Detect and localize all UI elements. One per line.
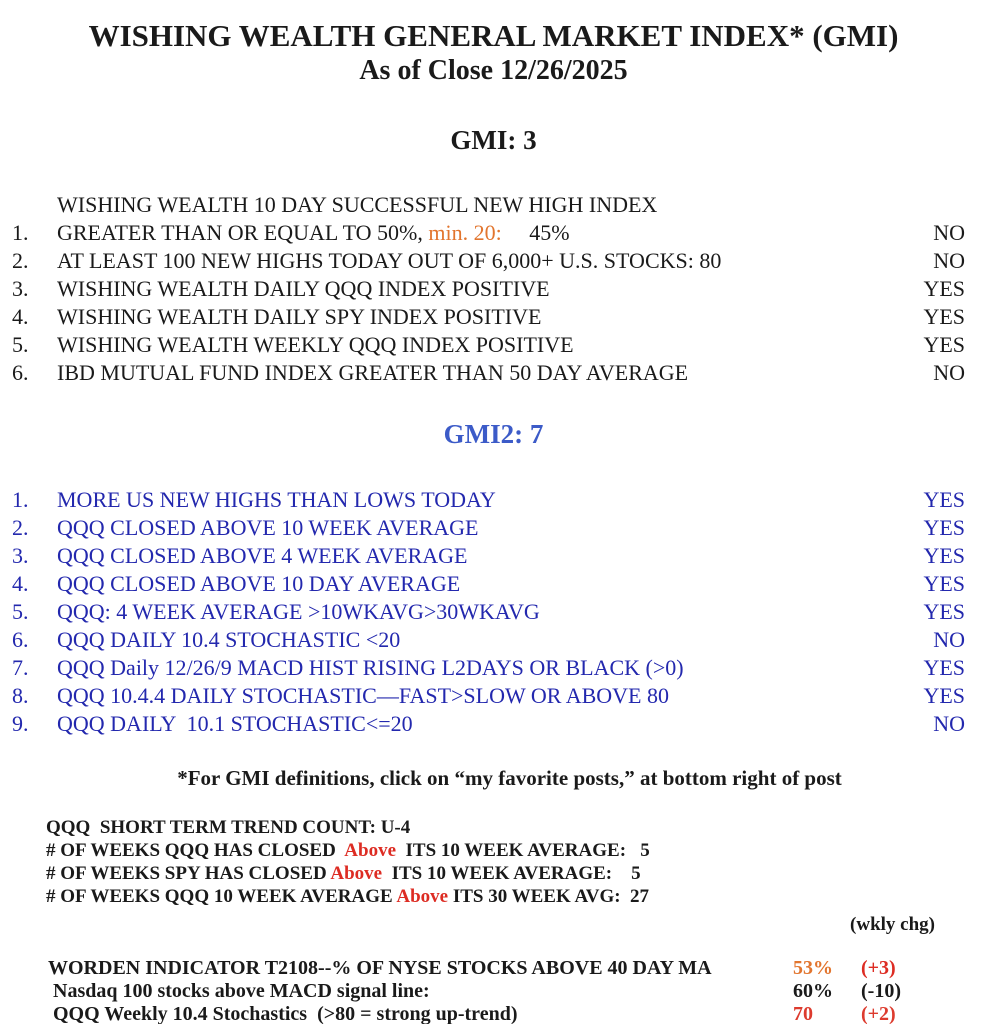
item-text: MORE US NEW HIGHS THAN LOWS TODAY	[57, 487, 496, 512]
item-answer: YES	[923, 571, 965, 596]
gmi-score-heading: GMI: 3	[450, 125, 537, 155]
gmi2-item-8	[12, 682, 965, 710]
item-answer: NO	[933, 627, 965, 652]
item-text: QQQ Daily 12/26/9 MACD HIST RISING L2DAYS OR BLACK (>0)	[57, 655, 684, 680]
indicator-value: 60%	[793, 980, 833, 1002]
item-number: 2.	[12, 248, 29, 273]
item-answer: YES	[923, 332, 965, 357]
item-number: 6.	[12, 627, 29, 652]
item-number: 8.	[12, 683, 29, 708]
item-answer: YES	[923, 515, 965, 540]
gmi2-item-6	[12, 626, 965, 654]
gmi2-item-7	[12, 654, 965, 682]
weeks-qqq-above-10wk	[46, 839, 987, 862]
trend-text-post: ITS 10 WEEK AVERAGE: 5	[382, 863, 641, 884]
gmi2-score-heading: GMI2: 7	[443, 419, 544, 449]
gmi1-item-6	[12, 359, 965, 387]
gmi1-list	[0, 191, 987, 387]
item-answer: YES	[923, 487, 965, 512]
trend-text-pre: # OF WEEKS SPY HAS CLOSED	[46, 863, 331, 884]
item-current-value: 45%	[501, 220, 570, 245]
item-text: QQQ DAILY 10.1 STOCHASTIC<=20	[57, 711, 413, 736]
indicator-label: QQQ Weekly 10.4 Stochastics (>80 = strong up-trend)	[48, 1003, 518, 1024]
item-number: 4.	[12, 571, 29, 596]
indicator-label: Nasdaq 100 stocks above MACD signal line:	[48, 980, 430, 1002]
qqq-weekly-stochastics-row	[48, 1003, 925, 1024]
item-answer: YES	[923, 655, 965, 680]
item-min-threshold: min. 20:	[428, 220, 502, 245]
gmi2-item-1	[12, 486, 965, 514]
trend-above-highlight: Above	[396, 886, 449, 907]
indicator-weekly-change: (+3)	[861, 957, 896, 979]
item-number: 9.	[12, 711, 29, 736]
item-text: WISHING WEALTH WEEKLY QQQ INDEX POSITIVE	[57, 332, 574, 357]
item-text: QQQ DAILY 10.4 STOCHASTIC <20	[57, 627, 401, 652]
item-answer: YES	[923, 276, 965, 301]
weeks-qqq10wk-above-30wk	[46, 885, 987, 908]
indicator-weekly-change: (+2)	[861, 1003, 896, 1024]
indicator-value: 53%	[793, 957, 833, 979]
item-number: 7.	[12, 655, 29, 680]
item-number: 1.	[12, 487, 29, 512]
gmi1-item-5	[12, 331, 965, 359]
gmi2-item-4	[12, 570, 965, 598]
item-answer: NO	[933, 220, 965, 245]
gmi1-item-3	[12, 275, 965, 303]
item-text-line1: WISHING WEALTH 10 DAY SUCCESSFUL NEW HIGH INDEX	[57, 192, 658, 217]
gmi1-item-1	[12, 191, 965, 247]
gmi2-item-5	[12, 598, 965, 626]
gmi2-item-9	[12, 710, 965, 738]
indicator-value: 70	[793, 1003, 813, 1024]
gmi1-item-2	[12, 247, 965, 275]
indicator-weekly-change: (-10)	[861, 980, 901, 1002]
item-answer: YES	[923, 543, 965, 568]
trend-text-pre: # OF WEEKS QQQ 10 WEEK AVERAGE	[46, 886, 397, 907]
weeks-spy-above-10wk	[46, 862, 987, 885]
page-subtitle: As of Close 12/26/2025	[359, 55, 628, 86]
page-title: WISHING WEALTH GENERAL MARKET INDEX* (GMI)	[88, 18, 899, 53]
item-text: QQQ 10.4.4 DAILY STOCHASTIC—FAST>SLOW OR ABOVE 80	[57, 683, 669, 708]
item-answer: YES	[923, 683, 965, 708]
gmi2-item-2	[12, 514, 965, 542]
item-number: 1.	[12, 220, 29, 245]
trend-text-post: ITS 10 WEEK AVERAGE: 5	[396, 840, 650, 861]
item-answer: YES	[923, 304, 965, 329]
report-header	[0, 0, 987, 88]
gmi1-item-4	[12, 303, 965, 331]
item-number: 2.	[12, 515, 29, 540]
item-number: 3.	[12, 543, 29, 568]
gmi2-item-3	[12, 542, 965, 570]
item-number: 5.	[12, 332, 29, 357]
trend-text-pre: # OF WEEKS QQQ HAS CLOSED	[46, 840, 345, 861]
item-answer: NO	[933, 248, 965, 273]
weekly-change-column-header: (wkly chg)	[850, 914, 935, 935]
item-text: IBD MUTUAL FUND INDEX GREATER THAN 50 DAY AVERAGE	[57, 360, 689, 385]
nasdaq-macd-row	[48, 980, 925, 1003]
item-text: QQQ: 4 WEEK AVERAGE >10WKAVG>30WKAVG	[57, 599, 540, 624]
item-answer: NO	[933, 711, 965, 736]
item-number: 5.	[12, 599, 29, 624]
item-text: AT LEAST 100 NEW HIGHS TODAY OUT OF 6,000+ U.S. STOCKS: 80	[57, 248, 722, 273]
item-answer: NO	[933, 360, 965, 385]
gmi2-list	[0, 486, 987, 738]
item-text: QQQ CLOSED ABOVE 10 WEEK AVERAGE	[57, 515, 479, 540]
item-number: 6.	[12, 360, 29, 385]
indicators-block	[0, 957, 987, 1024]
item-number: 4.	[12, 304, 29, 329]
trend-above-highlight: Above	[330, 863, 383, 884]
worden-indicator-row	[48, 957, 925, 980]
trend-count-block	[0, 816, 987, 908]
trend-text-post: ITS 30 WEEK AVG: 27	[448, 886, 650, 907]
short-term-trend-count: QQQ SHORT TERM TREND COUNT: U-4	[46, 817, 411, 838]
item-text: QQQ CLOSED ABOVE 10 DAY AVERAGE	[57, 571, 461, 596]
indicator-label: WORDEN INDICATOR T2108--% OF NYSE STOCKS ABOVE 40 DAY MA	[48, 957, 712, 979]
item-text-block	[57, 191, 905, 247]
trend-above-highlight: Above	[344, 840, 397, 861]
item-text: QQQ CLOSED ABOVE 4 WEEK AVERAGE	[57, 543, 468, 568]
item-text-line2	[57, 219, 905, 247]
gmi-definitions-footnote: *For GMI definitions, click on “my favorite posts,” at bottom right of post	[177, 766, 842, 790]
item-answer: YES	[923, 599, 965, 624]
item-text: WISHING WEALTH DAILY SPY INDEX POSITIVE	[57, 304, 542, 329]
item-text: WISHING WEALTH DAILY QQQ INDEX POSITIVE	[57, 276, 550, 301]
item-text-line2-pre: GREATER THAN OR EQUAL TO 50%,	[57, 220, 429, 245]
item-number: 3.	[12, 276, 29, 301]
